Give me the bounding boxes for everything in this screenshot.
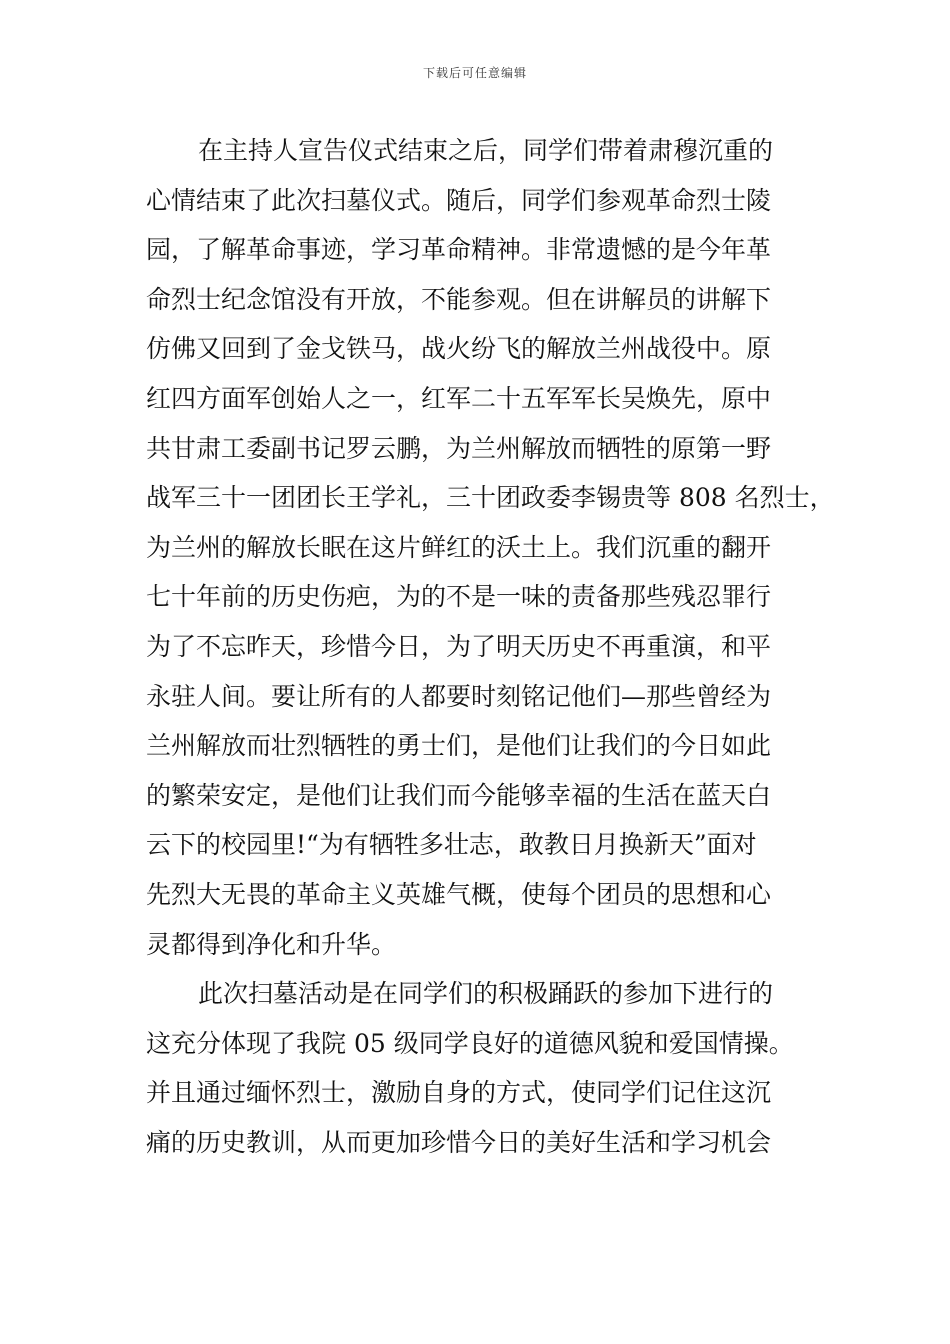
paragraph-1 xyxy=(146,126,835,969)
text-line: 命烈士纪念馆没有开放，不能参观。但在讲解员的讲解下 xyxy=(146,284,772,314)
paragraph-2 xyxy=(146,969,814,1167)
text-line: 的繁荣安定，是他们让我们而今能够幸福的生活在蓝天白 xyxy=(146,780,772,810)
text-line: 为了不忘昨天，珍惜今日，为了明天历史不再重演，和平 xyxy=(146,631,772,661)
text-line: 云下的校园里!“为有牺牲多壮志，敢教日月换新天”面对 xyxy=(146,830,757,860)
text-line: 这充分体现了我院 05 级同学良好的道德风貌和爱国情操。 xyxy=(146,1028,794,1058)
text-line: 永驻人间。要让所有的人都要时刻铭记他们—那些曾经为 xyxy=(146,681,772,711)
text-line: 并且通过缅怀烈士，激励自身的方式，使同学们记住这沉 xyxy=(146,1078,772,1108)
text-line: 痛的历史教训，从而更加珍惜今日的美好生活和学习机会 xyxy=(146,1127,772,1157)
text-line: 园，了解革命事迹，学习革命精神。非常遗憾的是今年革 xyxy=(146,235,772,265)
text-line: 灵都得到净化和升华。 xyxy=(146,929,397,959)
text-line: 共甘肃工委副书记罗云鹏，为兰州解放而牺牲的原第一野 xyxy=(146,433,772,463)
text-line: 兰州解放而壮烈牺牲的勇士们，是他们让我们的今日如此 xyxy=(146,731,772,761)
text-line: 在主持人宣告仪式结束之后，同学们带着肃穆沉重的 xyxy=(198,136,774,165)
text-line: 战军三十一团团长王学礼，三十团政委李锡贵等 808 名烈士， xyxy=(146,483,835,513)
text-line: 红四方面军创始人之一，红军二十五军军长吴焕先，原中 xyxy=(146,383,772,413)
text-line: 此次扫墓活动是在同学们的积极踊跃的参加下进行的 xyxy=(198,979,774,1009)
text-line: 仿佛又回到了金戈铁马，战火纷飞的解放兰州战役中。原 xyxy=(146,334,772,364)
text-line: 为兰州的解放长眠在这片鲜红的沃土上。我们沉重的翻开 xyxy=(146,532,772,562)
text-line: 七十年前的历史伤疤，为的不是一味的责备那些残忍罪行 xyxy=(146,582,772,612)
header-note: 下载后可任意编辑 xyxy=(422,66,527,80)
text-line: 先烈大无畏的革命主义英雄气概，使每个团员的思想和心 xyxy=(146,879,772,909)
body-text xyxy=(146,126,835,1167)
text-line: 心情结束了此次扫墓仪式。随后，同学们参观革命烈士陵 xyxy=(146,185,772,215)
